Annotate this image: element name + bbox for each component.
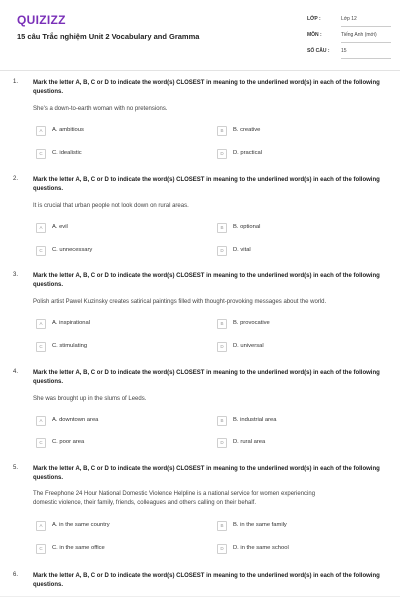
- question-instruction: Mark the letter A, B, C or D to indicate the word(s) CLOSEST in meaning to the underlined word(s) in each of the following questions.: [33, 370, 380, 385]
- meta-value: 15: [341, 48, 347, 54]
- option-text: C. stimulating: [52, 343, 88, 349]
- option-text: A. evil: [52, 224, 68, 230]
- question-text: She's a down-to-earth woman with no pretensions.: [33, 106, 168, 112]
- option-text: B. provocative: [233, 320, 270, 326]
- option-letter-box: A: [36, 416, 46, 426]
- option-letter-box: A: [36, 521, 46, 531]
- meta-underline: [341, 58, 391, 59]
- worksheet-header: [0, 0, 400, 68]
- option-letter-box: B: [217, 223, 227, 233]
- question-instruction: Mark the letter A, B, C or D to indicate the word(s) CLOSEST in meaning to the underlined word(s) in each of the following questions.: [33, 80, 380, 95]
- header-divider: [0, 70, 400, 71]
- question-number: 1.: [13, 79, 19, 85]
- option-text: C. unnecessary: [52, 247, 93, 253]
- meta-value: Tiếng Anh (mới): [341, 32, 377, 38]
- question-instruction: Mark the letter A, B, C or D to indicate the word(s) CLOSEST in meaning to the underlined word(s) in each of the following questions.: [33, 273, 380, 288]
- question-number: 3.: [13, 272, 19, 278]
- option-text: D. in the same school: [233, 545, 289, 551]
- option-text: B. optional: [233, 224, 261, 230]
- option-letter-box: C: [36, 342, 46, 352]
- meta-label: LỚP :: [307, 16, 321, 22]
- meta-label: MÔN :: [307, 32, 322, 38]
- question-text: Polish artist Pawel Kuzinsky creates satirical paintings filled with thought-provoking messages about the world.: [33, 299, 327, 305]
- question-number: 2.: [13, 176, 19, 182]
- option-letter-box: D: [217, 342, 227, 352]
- option-letter-box: A: [36, 126, 46, 136]
- option-text: C. idealistic: [52, 150, 82, 156]
- option-letter-box: C: [36, 438, 46, 448]
- option-text: B. creative: [233, 127, 261, 133]
- option-letter-box: D: [217, 246, 227, 256]
- meta-underline: [341, 26, 391, 27]
- worksheet-meta: [307, 14, 391, 62]
- quizizz-logo: QUIZIZZ: [17, 13, 66, 27]
- meta-row-subject: [307, 30, 391, 46]
- option-letter-box: D: [217, 149, 227, 159]
- option-text: D. vital: [233, 247, 251, 253]
- option-text: C. poor area: [52, 439, 85, 445]
- option-text: A. ambitious: [52, 127, 84, 133]
- question-number: 6.: [13, 572, 19, 578]
- option-letter-box: D: [217, 438, 227, 448]
- question-instruction: Mark the letter A, B, C or D to indicate the word(s) CLOSEST in meaning to the underlined word(s) in each of the following questions.: [33, 573, 380, 588]
- option-letter-box: C: [36, 246, 46, 256]
- meta-label: SỐ CÂU :: [307, 48, 330, 54]
- option-text: B. in the same family: [233, 522, 287, 528]
- option-text: A. inspirational: [52, 320, 91, 326]
- question-text: The Freephone 24 Hour National Domestic Violence Helpline is a national service for women experiencing domestic violence, their family, friends, colleagues and others calling on their behalf.: [33, 491, 316, 506]
- question-number: 5.: [13, 465, 19, 471]
- meta-underline: [341, 42, 391, 43]
- meta-row-class: [307, 14, 391, 30]
- question-text: She was brought up in the slums of Leeds.: [33, 396, 147, 402]
- option-letter-box: A: [36, 319, 46, 329]
- option-text: C. in the same office: [52, 545, 105, 551]
- option-text: D. universal: [233, 343, 264, 349]
- question-number: 4.: [13, 369, 19, 375]
- option-letter-box: C: [36, 149, 46, 159]
- option-letter-box: B: [217, 521, 227, 531]
- option-text: A. downtown area: [52, 417, 99, 423]
- option-text: B. industrial area: [233, 417, 277, 423]
- option-letter-box: A: [36, 223, 46, 233]
- option-letter-box: C: [36, 544, 46, 554]
- option-letter-box: B: [217, 416, 227, 426]
- question-instruction: Mark the letter A, B, C or D to indicate the word(s) CLOSEST in meaning to the underlined word(s) in each of the following questions.: [33, 177, 380, 192]
- option-letter-box: B: [217, 126, 227, 136]
- page-bottom-edge: [0, 596, 400, 597]
- question-instruction: Mark the letter A, B, C or D to indicate the word(s) CLOSEST in meaning to the underlined word(s) in each of the following questions.: [33, 466, 380, 481]
- option-letter-box: D: [217, 544, 227, 554]
- meta-row-count: [307, 46, 391, 62]
- option-letter-box: B: [217, 319, 227, 329]
- option-text: D. rural area: [233, 439, 266, 445]
- meta-value: Lớp 12: [341, 16, 357, 22]
- option-text: A. in the same country: [52, 522, 110, 528]
- question-text: It is crucial that urban people not look down on rural areas.: [33, 203, 189, 209]
- worksheet-title: 15 câu Trắc nghiệm Unit 2 Vocabulary and Gramma: [17, 32, 200, 41]
- option-text: D. practical: [233, 150, 262, 156]
